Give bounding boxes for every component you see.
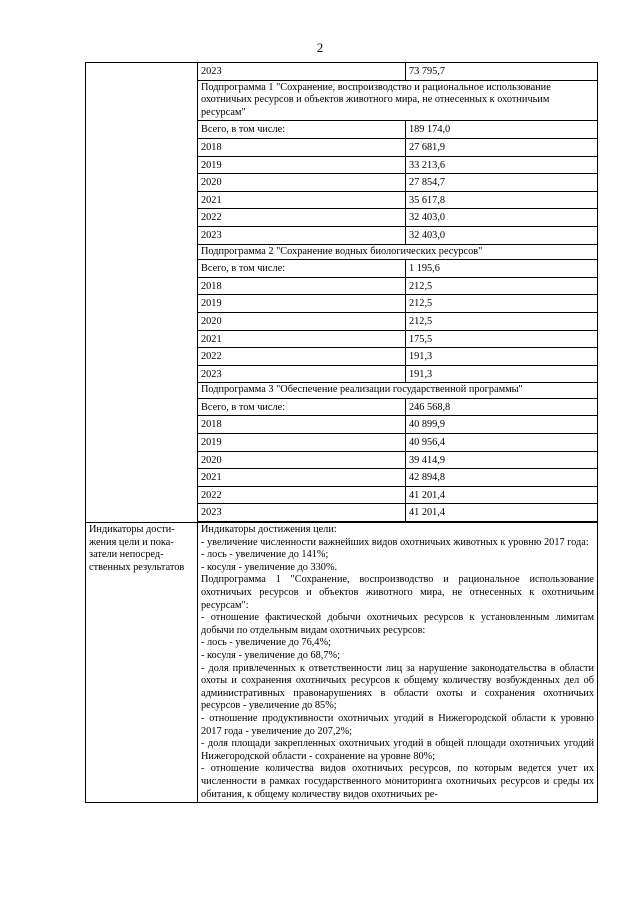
funding-row-item — [198, 209, 597, 227]
value-cell: 1 195,6 — [406, 260, 598, 278]
value-cell: 41 201,4 — [406, 486, 598, 504]
indicator-line: - отношение фактической добычи охотничьих ресурсов к установленным лимитам добычи по отдельным видам охотничьих ресурсов: — [201, 612, 594, 636]
year-cell: 2023 — [198, 365, 406, 383]
indicator-line: - косуля - увеличение до 330%. — [201, 561, 338, 573]
value-cell: 40 956,4 — [406, 434, 598, 452]
funding-right-cell — [198, 63, 598, 523]
indicators-text — [198, 523, 598, 803]
funding-row-item — [198, 330, 597, 348]
funding-row — [86, 63, 598, 523]
year-cell: 2022 — [198, 486, 406, 504]
year-cell: 2021 — [198, 330, 406, 348]
funding-row-item — [198, 260, 597, 278]
value-cell: 175,5 — [406, 330, 598, 348]
subprogram-title: Подпрограмма 3 "Обеспечение реализации государственной программы" — [198, 383, 597, 399]
year-cell: 2021 — [198, 469, 406, 487]
indicator-line: - косуля - увеличение до 68,7%; — [201, 649, 340, 661]
indicator-line: - доля привлеченных к ответственности лиц за нарушение законодательства в области охоты и сохранения охотничьих ресурсов к общему количеству возбужденных дел об административных правонарушениях в области охоты и сохранения охотничьих ресурсов - увеличение до 85%; — [201, 662, 594, 712]
value-cell: 189 174,0 — [406, 121, 598, 139]
funding-row-item — [198, 138, 597, 156]
value-cell: 41 201,4 — [406, 504, 598, 522]
indicators-row — [86, 523, 598, 803]
year-cell: 2019 — [198, 295, 406, 313]
year-cell: 2020 — [198, 451, 406, 469]
indicator-line: - доля площади закрепленных охотничьих угодий в общей площади охотничьих угодий Нижегородской области - сохранение на уровне 80%; — [201, 738, 594, 762]
year-cell: 2020 — [198, 312, 406, 330]
year-cell: Всего, в том числе: — [198, 398, 406, 416]
value-cell: 27 681,9 — [406, 138, 598, 156]
funding-row-item — [198, 348, 597, 366]
indicator-line: - отношение продуктивности охотничьих угодий в Нижегородской области к уровню 2017 года - увеличение до 207,2%; — [201, 712, 594, 737]
funding-row-item — [198, 451, 597, 469]
value-cell: 212,5 — [406, 295, 598, 313]
year-cell: 2023 — [198, 63, 406, 80]
indicator-line: - лось - увеличение до 76,4%; — [201, 637, 331, 649]
subprogram-title: Подпрограмма 2 "Сохранение водных биологических ресурсов" — [198, 244, 597, 260]
value-cell: 32 403,0 — [406, 209, 598, 227]
indicator-line: - лось - увеличение до 141%; — [201, 549, 329, 561]
year-cell: Всего, в том числе: — [198, 121, 406, 139]
funding-row-item — [198, 121, 597, 139]
indicator-line: - отношение количества видов охотничьих ресурсов, по которым ведется учет их численности в рамках государственного мониторинга охотничьих ресурсов и среды их обитания, к общему количеству видов охотничьих ре- — [201, 763, 594, 800]
funding-left-cell — [86, 63, 198, 523]
value-cell: 73 795,7 — [406, 63, 598, 80]
year-cell: 2023 — [198, 504, 406, 522]
year-cell: 2018 — [198, 277, 406, 295]
year-cell: 2022 — [198, 348, 406, 366]
subprogram-title-row — [198, 80, 597, 121]
funding-row-item — [198, 226, 597, 244]
funding-row-first — [198, 63, 597, 80]
value-cell: 40 899,9 — [406, 416, 598, 434]
page-number: 2 — [316, 40, 324, 55]
passport-table — [85, 62, 598, 803]
year-cell: Всего, в том числе: — [198, 260, 406, 278]
value-cell: 33 213,6 — [406, 156, 598, 174]
funding-row-item — [198, 312, 597, 330]
value-cell: 191,3 — [406, 348, 598, 366]
year-cell: 2022 — [198, 209, 406, 227]
value-cell: 35 617,8 — [406, 191, 598, 209]
funding-table — [198, 63, 597, 522]
value-cell: 212,5 — [406, 312, 598, 330]
funding-row-item — [198, 295, 597, 313]
year-cell: 2018 — [198, 416, 406, 434]
funding-row-item — [198, 469, 597, 487]
value-cell: 191,3 — [406, 365, 598, 383]
funding-row-item — [198, 365, 597, 383]
value-cell: 42 894,8 — [406, 469, 598, 487]
indicators-label: Индикаторы достижения цели и показатели непосредственных результатов — [86, 523, 198, 803]
funding-row-item — [198, 398, 597, 416]
year-cell: 2019 — [198, 156, 406, 174]
funding-row-item — [198, 156, 597, 174]
funding-row-item — [198, 486, 597, 504]
year-cell: 2023 — [198, 226, 406, 244]
year-cell: 2018 — [198, 138, 406, 156]
value-cell: 246 568,8 — [406, 398, 598, 416]
value-cell: 27 854,7 — [406, 174, 598, 192]
funding-row-item — [198, 277, 597, 295]
value-cell: 32 403,0 — [406, 226, 598, 244]
value-cell: 212,5 — [406, 277, 598, 295]
funding-row-item — [198, 504, 597, 522]
indicator-line: Индикаторы достижения цели: — [201, 524, 337, 536]
indicator-line: - увеличение численности важнейших видов охотничьих животных к уровню 2017 года: — [201, 536, 589, 548]
subprogram-title: Подпрограмма 1 "Сохранение, воспроизводство и рациональное использование охотничьих ресурсов и объектов животного мира, не отнесенных к охотничьим ресурсам" — [198, 80, 597, 121]
funding-row-item — [198, 191, 597, 209]
year-cell: 2020 — [198, 174, 406, 192]
indicator-line: Подпрограмма 1 "Сохранение, воспроизводство и рациональное использование охотничьих ресурсов и объектов животного мира, не отнесенных к охотничьим ресурсам": — [201, 574, 594, 611]
subprogram-title-row — [198, 244, 597, 260]
year-cell: 2019 — [198, 434, 406, 452]
year-cell: 2021 — [198, 191, 406, 209]
funding-row-item — [198, 434, 597, 452]
value-cell: 39 414,9 — [406, 451, 598, 469]
funding-row-item — [198, 416, 597, 434]
subprogram-title-row — [198, 383, 597, 399]
funding-row-item — [198, 174, 597, 192]
